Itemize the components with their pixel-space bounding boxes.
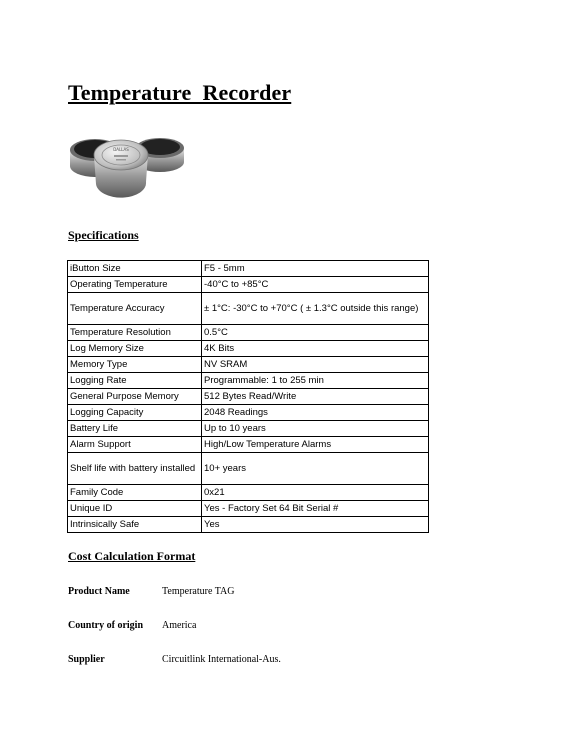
spec-row [68, 421, 429, 437]
spec-row [68, 277, 429, 293]
product-name-label: Product Name [68, 586, 130, 597]
spec-row [68, 501, 429, 517]
spec-row [68, 517, 429, 533]
spec-value: NV SRAM [202, 357, 429, 373]
ibutton-front [94, 140, 148, 198]
spec-row [68, 357, 429, 373]
engraving-text: DALLAS [113, 147, 129, 152]
spec-value: 10+ years [202, 453, 429, 485]
spec-label: Family Code [68, 485, 202, 501]
spec-value: Yes [202, 517, 429, 533]
spec-label: Logging Capacity [68, 405, 202, 421]
specifications-heading: Specifications [68, 228, 139, 242]
spec-label: Alarm Support [68, 437, 202, 453]
spec-label: Temperature Accuracy [68, 293, 202, 325]
spec-value: Programmable: 1 to 255 min [202, 373, 429, 389]
spec-value: ± 1°C: -30°C to +70°C ( ± 1.3°C outside this range) [202, 293, 429, 325]
spec-row [68, 293, 429, 325]
spec-label: Intrinsically Safe [68, 517, 202, 533]
specifications-table-body [68, 261, 429, 533]
spec-row [68, 389, 429, 405]
spec-value: F5 - 5mm [202, 261, 429, 277]
spec-value: 512 Bytes Read/Write [202, 389, 429, 405]
spec-row [68, 261, 429, 277]
spec-label: Log Memory Size [68, 341, 202, 357]
spec-value: 0x21 [202, 485, 429, 501]
spec-value: Up to 10 years [202, 421, 429, 437]
spec-value: 4K Bits [202, 341, 429, 357]
spec-value: 2048 Readings [202, 405, 429, 421]
spec-row [68, 373, 429, 389]
spec-row [68, 453, 429, 485]
specifications-table [67, 260, 429, 533]
spec-row [68, 341, 429, 357]
spec-label: Memory Type [68, 357, 202, 373]
spec-label: Shelf life with battery installed [68, 453, 202, 485]
spec-label: Battery Life [68, 421, 202, 437]
spec-label: Operating Temperature [68, 277, 202, 293]
supplier-value: Circuitlink International-Aus. [162, 654, 281, 665]
spec-row [68, 325, 429, 341]
supplier-label: Supplier [68, 654, 105, 665]
spec-value: -40°C to +85°C [202, 277, 429, 293]
cost-calculation-heading: Cost Calculation Format [68, 549, 196, 563]
spec-value: High/Low Temperature Alarms [202, 437, 429, 453]
country-of-origin-label: Country of origin [68, 620, 143, 631]
spec-row [68, 437, 429, 453]
spec-value: Yes - Factory Set 64 Bit Serial # [202, 501, 429, 517]
country-of-origin-value: America [162, 620, 197, 631]
page-title: Temperature Recorder [68, 80, 292, 105]
spec-value: 0.5°C [202, 325, 429, 341]
ibutton-temperature-logger-photo [64, 126, 184, 206]
spec-label: Unique ID [68, 501, 202, 517]
spec-label: Temperature Resolution [68, 325, 202, 341]
spec-row [68, 405, 429, 421]
spec-label: iButton Size [68, 261, 202, 277]
spec-row [68, 485, 429, 501]
spec-label: General Purpose Memory [68, 389, 202, 405]
spec-label: Logging Rate [68, 373, 202, 389]
product-name-value: Temperature TAG [162, 586, 235, 597]
